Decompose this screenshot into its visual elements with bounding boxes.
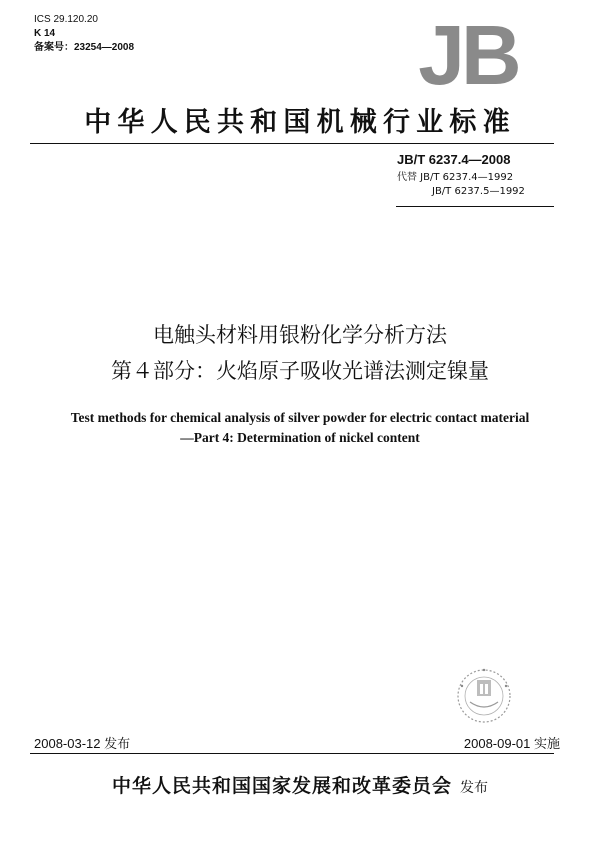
footer-rule (30, 753, 554, 754)
ccs-code: K 14 (34, 28, 56, 39)
title-en-line-1: Test methods for chemical analysis of silver powder for electric contact material (70, 410, 530, 425)
standard-rule (396, 206, 554, 207)
ics-code: ICS 29.120.20 (34, 14, 98, 25)
publisher-seal-icon (444, 662, 524, 734)
issuer-top: 中华人民共和国机械行业标准 (84, 107, 516, 138)
replaces-line-1: 代替 JB/T 6237.4—1992 (397, 172, 514, 183)
title-cn-line-1: 电触头材料用银粉化学分析方法 (153, 323, 447, 347)
title-cn-line-2: 第４部分：火焰原子吸收光谱法测定镍量 (111, 359, 489, 383)
jb-logo (408, 14, 528, 94)
title-en-line-2: —Part 4: Determination of nickel content (180, 430, 420, 445)
implement-date: 2008-09-01 实施 (463, 736, 560, 751)
replaces-line-2: JB/T 6237.5—1992 (432, 186, 525, 197)
issuer-org: 中华人民共和国国家发展和改革委员会 (111, 775, 452, 797)
issuer-bottom (0, 771, 600, 798)
logo-text: JB (418, 14, 518, 94)
header-rule (30, 143, 554, 144)
issuer-action: 发布 (460, 780, 488, 796)
standard-number: JB/T 6237.4—2008 (397, 152, 511, 167)
publish-date: 2008-03-12 发布 (34, 736, 131, 751)
record-number: 备案号：23254—2008 (34, 42, 135, 53)
